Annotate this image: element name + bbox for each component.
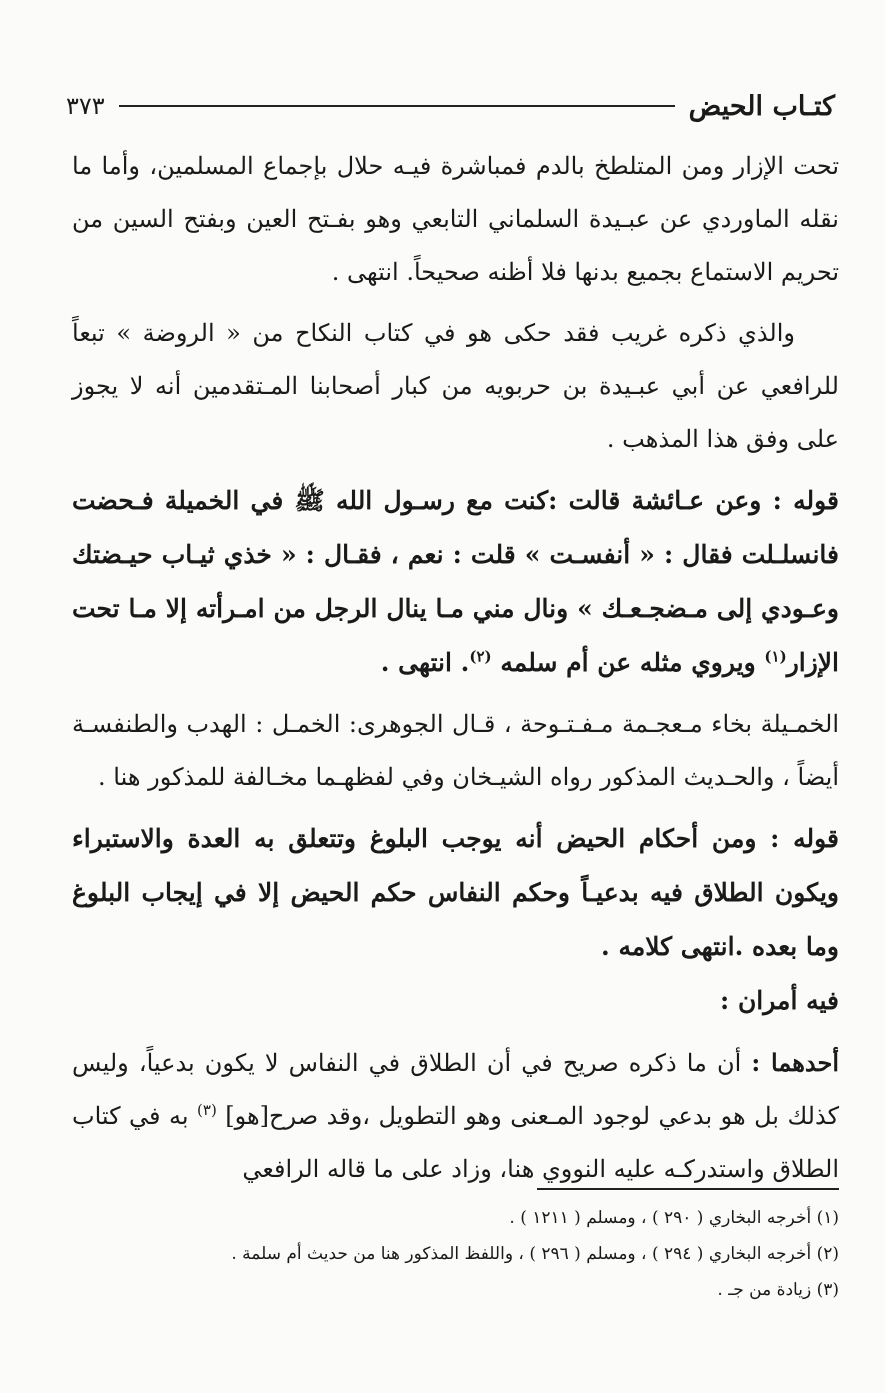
paragraph-4-lead: أحدهما : xyxy=(751,1048,839,1077)
spacer xyxy=(72,690,839,698)
footnotes xyxy=(72,1200,839,1308)
section-heading: فيه أمران : xyxy=(720,986,839,1015)
paragraph-4-text-b: به في كتاب الطلاق واستدركـه عليه النووي هنا، وزاد على ما قاله الرافعي xyxy=(72,1102,839,1183)
quote-hadith-end: . انتهى . xyxy=(380,648,470,677)
page-number: ٣٧٣ xyxy=(66,92,105,120)
paragraph-4-text-a: أن ما ذكره صريح في أن الطلاق في النفاس لا يكون بدعياً، وليس كذلك بل هو بدعي لوجود المـعنى وهو التطويل ،وقد صرح[هو] xyxy=(72,1049,840,1130)
paragraph-2: والذي ذكره غريب فقد حكى هو في كتاب النكاح من « الروضة » تبعاً للرافعي عن أبي عبـيدة بن حربويه من كبار أصحابنا المـتقدمين أنه لا يجوز على وفق هذا المذهب . xyxy=(72,319,839,453)
paragraph-1: تحت الإزار ومن المتلطخ بالدم فمباشرة فيـه حلال بإجماع المسلمين، وأما ما نقله الماوردي عن عبـيدة السلماني التابعي وهو بفـتح العين وبفتح السين من تحريم الاستماع بجميع بدنها فلا أظنه صحيحاً. انتهى . xyxy=(72,152,839,286)
quote-hadith xyxy=(72,474,839,690)
running-header xyxy=(66,82,835,130)
quote-rulings: قوله : ومن أحكام الحيض أنه يوجب البلوغ وتتعلق به العدة والاستبراء ويكون الطلاق فيه بدعيـاً وحكم النفاس حكم الحيض إلا في إيجاب البلوغ وما بعده .انتهى كلامه . xyxy=(72,824,839,961)
footnote-ref-2: (٢) xyxy=(469,647,492,666)
footnote-rule xyxy=(537,1188,839,1190)
spacer xyxy=(72,1028,839,1036)
spacer xyxy=(72,804,839,812)
paragraph-3: الخمـيلة بخاء مـعجـمة مـفـتـوحة ، قـال الجوهرى: الخمـل : الهدب والطنفسـة أيضاً ، والحـديث المذكور رواه الشيـخان وفي لفظهـما مخـالفة للمذكور هنا . xyxy=(72,710,839,791)
footnote-ref-1: (١) xyxy=(764,647,787,666)
header-rule xyxy=(119,105,675,107)
paragraph-4 xyxy=(72,1036,839,1196)
quote-hadith-text: قوله : وعن عـائشة قالت :كنت مع رسـول الله ﷺ في الخميلة فـحضت فانسلـلت فقال : « أنفسـت » قلت : نعم ، فقـال : « خذي ثيـاب حيـضتك وعـودي إلى مـضجـعـك » ونال مني مـا ينال الرجل من امـرأته إلا مـا تحت الإزار xyxy=(72,486,839,677)
page-body xyxy=(72,140,839,1196)
chapter-title: كتـاب الحيض xyxy=(688,90,835,122)
spacer xyxy=(72,466,839,474)
spacer xyxy=(72,299,839,307)
footnote-ref-3: (٣) xyxy=(197,1101,217,1119)
quote-hadith-mid: ويروي مثله عن أم سلمه xyxy=(491,648,765,677)
footnote-3: (٣) زيادة من جـ . xyxy=(717,1280,839,1300)
footnote-1: (١) أخرجه البخاري ( ٢٩٠ ) ، ومسلم ( ١٢١١ ) . xyxy=(509,1208,839,1228)
footnote-2: (٢) أخرجه البخاري ( ٢٩٤ ) ، ومسلم ( ٢٩٦ ) ، واللفظ المذكور هنا من حديث أم سلمة . xyxy=(231,1244,839,1264)
